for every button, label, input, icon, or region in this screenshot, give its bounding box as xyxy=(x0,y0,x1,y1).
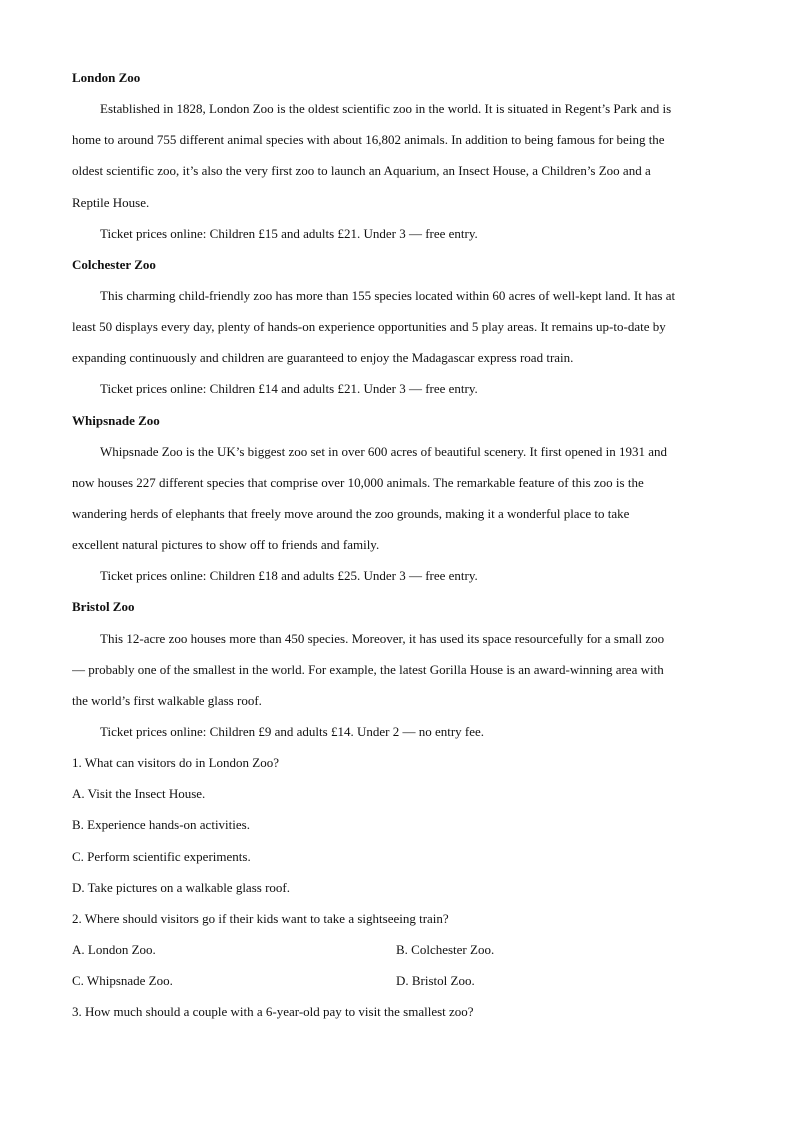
answer-option: D. Bristol Zoo. xyxy=(396,973,475,989)
answer-option: C. Perform scientific experiments. xyxy=(72,848,251,864)
paragraph-line: This charming child-friendly zoo has more than 155 species located within 60 acres of well-kept land. It has at xyxy=(100,287,676,303)
answer-option: B. Experience hands-on activities. xyxy=(72,817,250,833)
section-heading: Bristol Zoo xyxy=(72,599,135,615)
section-london-zoo xyxy=(72,62,722,249)
answer-option: D. Take pictures on a walkable glass roof. xyxy=(72,879,290,895)
question-1 xyxy=(72,747,722,903)
paragraph-line: now houses 227 different species that comprise over 10,000 animals. The remarkable feature of this zoo is the xyxy=(72,474,644,490)
answer-options-row xyxy=(72,934,722,965)
paragraph-line: home to around 755 different animal species with about 16,802 animals. In addition to being famous for being the xyxy=(72,132,665,148)
paragraph-line: — probably one of the smallest in the world. For example, the latest Gorilla House is an award-winning area with xyxy=(72,661,664,677)
answer-option: A. London Zoo. xyxy=(72,941,156,957)
question-3 xyxy=(72,996,722,1027)
section-colchester-zoo xyxy=(72,249,722,405)
document-page xyxy=(72,62,722,1027)
paragraph-line: least 50 displays every day, plenty of hands-on experience opportunities and 5 play areas. It remains up-to-date by xyxy=(72,319,666,335)
ticket-prices: Ticket prices online: Children £14 and adults £21. Under 3 — free entry. xyxy=(100,381,478,397)
answer-options-row xyxy=(72,965,722,996)
section-heading: Colchester Zoo xyxy=(72,256,156,272)
answer-option: A. Visit the Insect House. xyxy=(72,786,206,802)
paragraph-line: the world’s first walkable glass roof. xyxy=(72,692,262,708)
section-whipsnade-zoo xyxy=(72,405,722,592)
paragraph-line: oldest scientific zoo, it’s also the very first zoo to launch an Aquarium, an Insect House, a Children’s Zoo and a xyxy=(72,163,651,179)
paragraph-line: wandering herds of elephants that freely move around the zoo grounds, making it a wonderful place to take xyxy=(72,505,630,521)
section-bristol-zoo xyxy=(72,591,722,747)
question-stem: 1. What can visitors do in London Zoo? xyxy=(72,755,280,771)
answer-option: B. Colchester Zoo. xyxy=(396,941,495,957)
question-stem: 3. How much should a couple with a 6-year-old pay to visit the smallest zoo? xyxy=(72,1004,474,1020)
paragraph-line: expanding continuously and children are guaranteed to enjoy the Madagascar express road train. xyxy=(72,350,574,366)
question-2 xyxy=(72,903,722,996)
question-stem: 2. Where should visitors go if their kids want to take a sightseeing train? xyxy=(72,910,449,926)
paragraph-line: Established in 1828, London Zoo is the oldest scientific zoo in the world. It is situated in Regent’s Park and is xyxy=(100,101,672,117)
answer-option: C. Whipsnade Zoo. xyxy=(72,973,173,989)
ticket-prices: Ticket prices online: Children £9 and adults £14. Under 2 — no entry fee. xyxy=(100,723,485,739)
section-heading: Whipsnade Zoo xyxy=(72,412,160,428)
paragraph-line: Reptile House. xyxy=(72,194,150,210)
section-heading: London Zoo xyxy=(72,70,141,85)
paragraph-line: excellent natural pictures to show off to friends and family. xyxy=(72,537,380,553)
ticket-prices: Ticket prices online: Children £18 and adults £25. Under 3 — free entry. xyxy=(100,568,478,584)
paragraph-line: Whipsnade Zoo is the UK’s biggest zoo set in over 600 acres of beautiful scenery. It first opened in 1931 and xyxy=(100,443,668,459)
ticket-prices: Ticket prices online: Children £15 and adults £21. Under 3 — free entry. xyxy=(100,225,478,241)
paragraph-line: This 12-acre zoo houses more than 450 species. Moreover, it has used its space resourcefully for a small zoo xyxy=(100,630,665,646)
